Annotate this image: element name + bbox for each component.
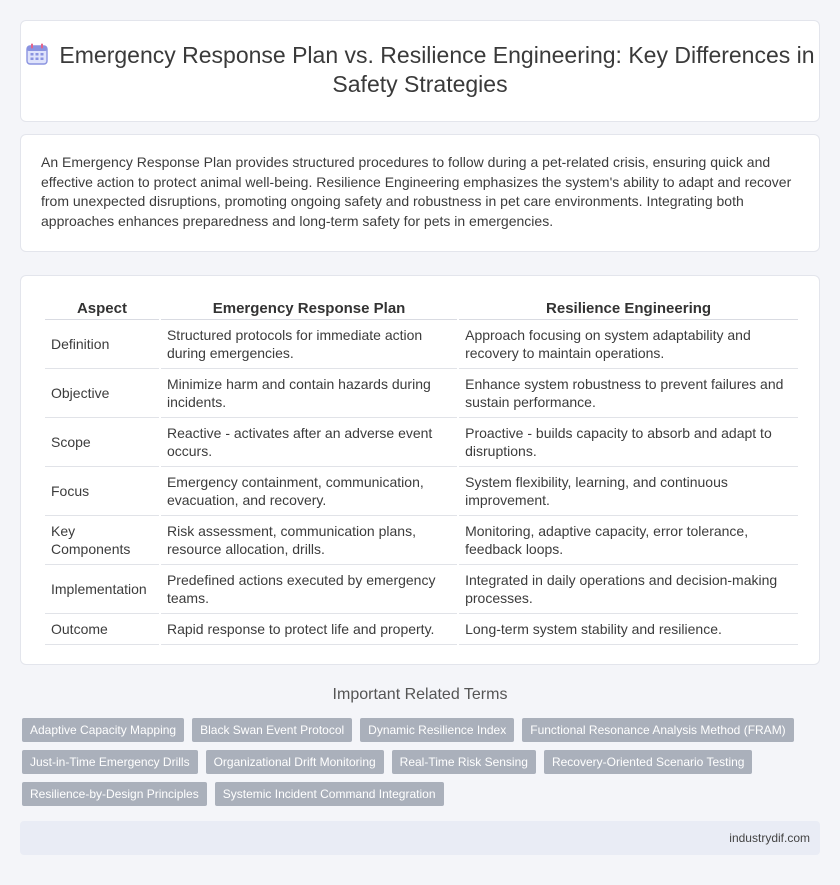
cell-re: Long-term system stability and resilience.: [459, 614, 798, 645]
related-terms-list: [22, 718, 812, 806]
cell-aspect: Key Components: [45, 516, 159, 565]
related-term-tag[interactable]: Just-in-Time Emergency Drills: [22, 750, 198, 774]
cell-erp: Predefined actions executed by emergency teams.: [161, 565, 457, 614]
related-term-tag[interactable]: Real-Time Risk Sensing: [392, 750, 536, 774]
page-title-text: Emergency Response Plan vs. Resilience Engineering: Key Differences in Safety Strategies: [59, 42, 815, 97]
cell-aspect: Implementation: [45, 565, 159, 614]
related-term-tag[interactable]: Recovery-Oriented Scenario Testing: [544, 750, 753, 774]
cell-re: Integrated in daily operations and decision-making processes.: [459, 565, 798, 614]
calendar-icon: [25, 42, 49, 66]
header-aspect: Aspect: [45, 294, 159, 320]
table-row: [45, 614, 798, 645]
cell-erp: Rapid response to protect life and property.: [161, 614, 457, 645]
table-row: [45, 369, 798, 418]
footer: [20, 821, 820, 855]
table-row: [45, 467, 798, 516]
related-term-tag[interactable]: Organizational Drift Monitoring: [206, 750, 384, 774]
cell-re: Proactive - builds capacity to absorb and adapt to disruptions.: [459, 418, 798, 467]
cell-re: Enhance system robustness to prevent failures and sustain performance.: [459, 369, 798, 418]
cell-aspect: Objective: [45, 369, 159, 418]
related-term-tag[interactable]: Dynamic Resilience Index: [360, 718, 514, 742]
cell-erp: Reactive - activates after an adverse event occurs.: [161, 418, 457, 467]
intro-card: [20, 134, 820, 252]
cell-erp: Structured protocols for immediate action during emergencies.: [161, 320, 457, 369]
cell-re: System flexibility, learning, and continuous improvement.: [459, 467, 798, 516]
cell-aspect: Focus: [45, 467, 159, 516]
page-title: [21, 41, 819, 99]
intro-paragraph: An Emergency Response Plan provides structured procedures to follow during a pet-related crisis, ensuring quick and effective action to protect animal well-being. Resilience Engineering emphasizes the system's ability to adapt and recover from unexpected disruptions, promoting ongoing safety and robustness in pet care environments. Integrating both approaches enhances preparedness and long-term safety for pets in emergencies.: [41, 154, 792, 229]
table-row: [45, 418, 798, 467]
table-row: [45, 320, 798, 369]
cell-erp: Risk assessment, communication plans, resource allocation, drills.: [161, 516, 457, 565]
table-row: [45, 516, 798, 565]
cell-aspect: Scope: [45, 418, 159, 467]
comparison-card: [20, 275, 820, 665]
cell-re: Monitoring, adaptive capacity, error tolerance, feedback loops.: [459, 516, 798, 565]
header-card: [20, 20, 820, 122]
footer-site-link[interactable]: industrydif.com: [729, 831, 810, 845]
cell-erp: Minimize harm and contain hazards during incidents.: [161, 369, 457, 418]
table-row: [45, 565, 798, 614]
related-term-tag[interactable]: Adaptive Capacity Mapping: [22, 718, 184, 742]
cell-erp: Emergency containment, communication, evacuation, and recovery.: [161, 467, 457, 516]
cell-re: Approach focusing on system adaptability and recovery to maintain operations.: [459, 320, 798, 369]
related-term-tag[interactable]: Resilience-by-Design Principles: [22, 782, 207, 806]
header-emergency-response-plan: Emergency Response Plan: [161, 294, 457, 320]
related-terms-title: Important Related Terms: [332, 686, 508, 703]
related-term-tag[interactable]: Functional Resonance Analysis Method (FRAM): [522, 718, 793, 742]
related-term-tag[interactable]: Systemic Incident Command Integration: [215, 782, 444, 806]
cell-aspect: Definition: [45, 320, 159, 369]
table-header-row: [45, 294, 798, 320]
header-resilience-engineering: Resilience Engineering: [459, 294, 798, 320]
related-term-tag[interactable]: Black Swan Event Protocol: [192, 718, 352, 742]
comparison-table: [43, 294, 800, 645]
cell-aspect: Outcome: [45, 614, 159, 645]
